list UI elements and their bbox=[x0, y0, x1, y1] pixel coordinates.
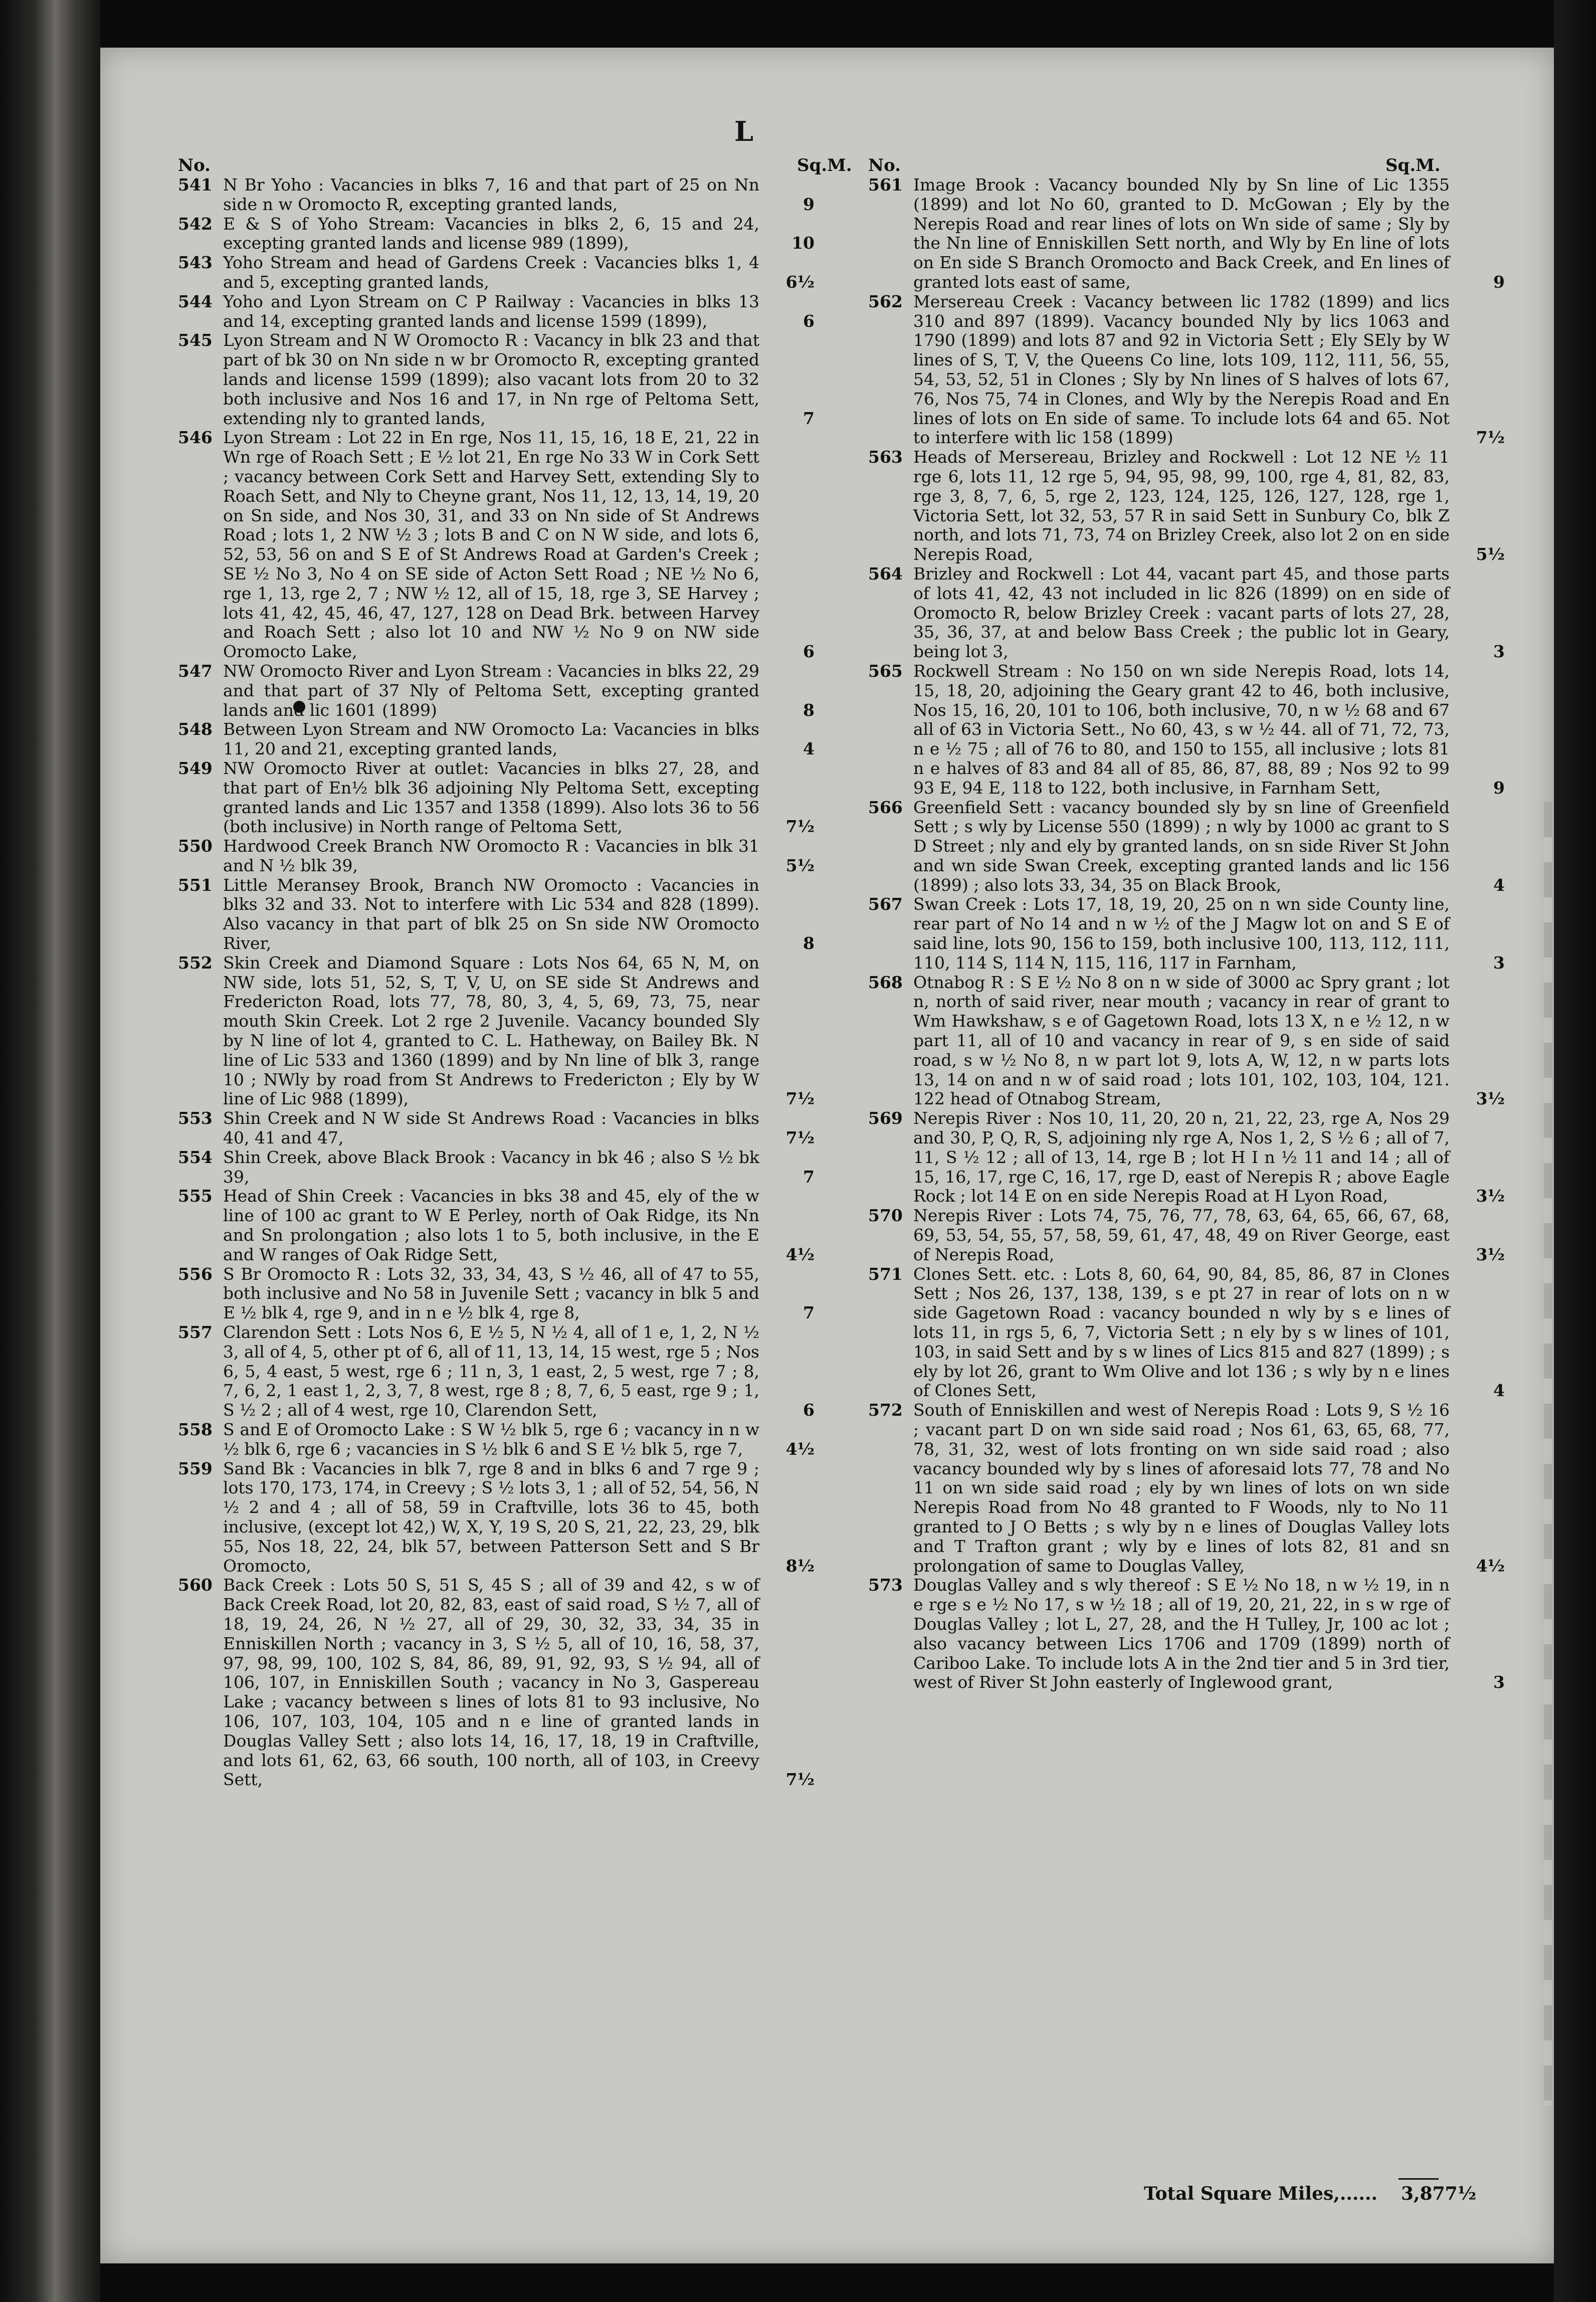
entry-number: 567 bbox=[868, 894, 903, 914]
entry-number: 544 bbox=[178, 291, 213, 311]
list-item bbox=[178, 215, 830, 254]
entry-description: Shin Creek, above Black Brook : Vacancy in bk 46 ; also S ½ bk 39, bbox=[223, 1147, 759, 1187]
entry-square-miles: 8½ bbox=[785, 1556, 815, 1576]
entry-number: 547 bbox=[178, 661, 213, 681]
entry-number: 561 bbox=[868, 175, 903, 195]
entry-square-miles: 3½ bbox=[1476, 1186, 1505, 1206]
list-item bbox=[178, 1187, 830, 1264]
entry-square-miles: 7½ bbox=[785, 817, 815, 837]
entry-description: Between Lyon Stream and NW Oromocto La: Vacancies in blks 11, 20 and 21, excepting granted lands, bbox=[223, 719, 759, 759]
list-item bbox=[868, 1109, 1520, 1206]
list-item bbox=[178, 1109, 830, 1148]
list-item bbox=[178, 331, 830, 428]
list-item bbox=[178, 837, 830, 876]
total-value: 3,877½ bbox=[1401, 2183, 1477, 2204]
entry-number: 569 bbox=[868, 1108, 903, 1128]
entry-description: Brizley and Rockwell : Lot 44, vacant part 45, and those parts of lots 41, 42, 43 not included in lic 826 (1899) on en side of Oromocto R, below Brizley Creek : vacant parts of lots 27, 28, 35, 36, 37, at and below Bass Creek ; the public lot in Geary, being lot 3, bbox=[913, 563, 1450, 662]
entry-description: Greenfield Sett : vacancy bounded sly by sn line of Greenfield Sett ; s wly by License 550 (1899) ; n wly by 1000 ac grant to S D Street ; nly and ely by granted lands, on sn side River St John and wn side Swan Creek, excepting granted lands and lic 156 (1899) ; also lots 33, 34, 35 on Black Brook, bbox=[913, 797, 1450, 895]
entry-description: Image Brook : Vacancy bounded Nly by Sn line of Lic 1355 (1899) and lot No 60, granted to D. McGowan ; Ely by the Nerepis Road and rear lines of lots on Wn side of same ; Sly by the Nn line of Enniskillen Sett north, and Wly by En line of lots on En side S Branch Oromocto and Back Creek, and En lines of granted lots east of same, bbox=[913, 175, 1450, 292]
entry-description: N Br Yoho : Vacancies in blks 7, 16 and that part of 25 on Nn side n w Oromocto R, excepting granted lands, bbox=[223, 175, 759, 214]
entry-description: Clones Sett. etc. : Lots 8, 60, 64, 90, 84, 85, 86, 87 in Clones Sett ; Nos 26, 137, 138, 139, s e pt 27 in rear of lots on n w side Gagetown Road : vacancy bounded n wly by s e lines of lots 11, in rgs 5, 6, 7, Victoria Sett ; n ely by s w lines of 101, 103, in said Sett and by s w lines of Lics 815 and 827 (1899) ; s ely by lot 26, grant to Wm Olive and lot 136 ; s wly by n e lines of Clones Sett, bbox=[913, 1264, 1450, 1401]
entry-square-miles: 7½ bbox=[785, 1128, 815, 1148]
list-item bbox=[178, 1576, 830, 1790]
entry-number: 551 bbox=[178, 875, 213, 895]
entry-number: 552 bbox=[178, 952, 213, 973]
list-item bbox=[178, 759, 830, 837]
page-edge bbox=[1554, 0, 1596, 2302]
entry-number: 562 bbox=[868, 291, 903, 311]
entry-description: Skin Creek and Diamond Square : Lots Nos 64, 65 N, M, on NW side, lots 51, 52, S, T, V, U, on SE side St Andrews and Fredericton Road, lots 77, 78, 80, 3, 4, 5, 69, 73, 75, near mouth Skin Creek. Lot 2 rge 2 Juvenile. Vacancy bounded Sly by N line of lot 4, granted to C. L. Hatheway, on Bailey Bk. N line of Lic 533 and 1360 (1899) and by Nn line of blk 3, range 10 ; NWly by road from St Andrews to Fredericton ; Ely by W line of Lic 988 (1899), bbox=[223, 952, 759, 1109]
entry-number: 559 bbox=[178, 1458, 213, 1478]
entry-square-miles: 3 bbox=[1493, 952, 1505, 973]
entry-square-miles: 10 bbox=[791, 233, 815, 253]
entry-number: 563 bbox=[868, 447, 903, 467]
entry-description: Shin Creek and N W side St Andrews Road : Vacancies in blks 40, 41 and 47, bbox=[223, 1108, 759, 1148]
entry-number: 548 bbox=[178, 719, 213, 739]
entry-number: 543 bbox=[178, 253, 213, 273]
entry-description: Yoho Stream and head of Gardens Creek : Vacancies blks 1, 4 and 5, excepting granted lands, bbox=[223, 253, 759, 292]
entry-square-miles: 9 bbox=[1493, 272, 1505, 292]
left-sqm-header: Sq.M. bbox=[797, 155, 852, 175]
entry-description: Clarendon Sett : Lots Nos 6, E ½ 5, N ½ 4, all of 1 e, 1, 2, N ½ 3, all of 4, 5, other pt of 6, all of 11, 13, 14, 15 west, rge 5 ; Nos 6, 5, 4 east, 5 west, rge 6 ; 11 n, 3, 1 east, 2, 5 west, rge 7 ; 8, 7, 6, 2, 1 east 1, 2, 3, 7, 8 west, rge 8 ; 8, 7, 6, 5 east, rge 9 ; 1, S ½ 2 ; all of 4 west, rge 10, Clarendon Sett, bbox=[223, 1322, 759, 1420]
entry-number: 555 bbox=[178, 1186, 213, 1206]
entry-description: Rockwell Stream : No 150 on wn side Nerepis Road, lots 14, 15, 18, 20, adjoining the Geary grant 42 to 46, both inclusive, Nos 15, 16, 20, 101 to 106, both inclusive, 70, n w ½ 68 and 67 all of 63 in Victoria Sett., No 60, 43, s w ½ 44. all of 71, 72, 73, n e ½ 75 ; all of 76 to 80, and 150 to 155, all inclusive ; lots 81 n e halves of 83 and 84 all of 85, 86, 87, 88, 89 ; Nos 92 to 99 93 E, 94 E, 118 to 122, both inclusive, in Farnham Sett, bbox=[913, 661, 1450, 798]
list-item bbox=[178, 662, 830, 720]
entry-description: Lyon Stream : Lot 22 in En rge, Nos 11, 15, 16, 18 E, 21, 22 in Wn rge of Roach Sett ; E ½ lot 21, En rge No 33 W in Cork Sett ; vacancy between Cork Sett and Harvey Sett, extending Sly to Roach Sett, and Nly to Cheyne grant, Nos 11, 12, 13, 14, 19, 20 on Sn side, and Nos 30, 31, and 33 on Nn side of St Andrews Road ; lots 1, 2 NW ½ 3 ; lots B and C on N W side, and lots 6, 52, 53, 56 on and S E of St Andrews Road at Garden's Creek ; SE ½ No 3, No 4 on SE side of Acton Sett Road ; NE ½ No 6, rge 1, 13, rge 2, 7 ; NW ½ 12, all of 15, 18, rge 3, SE Harvey ; lots 41, 42, 45, 46, 47, 127, 128 on Dead Brk. between Harvey and Roach Sett ; also lot 10 and NW ½ No 9 on NW side Oromocto Lake, bbox=[223, 428, 760, 662]
entry-square-miles: 6½ bbox=[785, 272, 815, 292]
entry-number: 557 bbox=[178, 1322, 213, 1342]
entry-square-miles: 4 bbox=[1493, 875, 1505, 895]
entry-number: 571 bbox=[868, 1264, 903, 1284]
list-item bbox=[868, 973, 1520, 1109]
list-item bbox=[868, 895, 1520, 973]
entry-number: 542 bbox=[178, 214, 213, 234]
entry-description: E & S of Yoho Stream: Vacancies in blks 2, 6, 15 and 24, excepting granted lands and license 989 (1899), bbox=[223, 214, 759, 253]
entry-square-miles: 9 bbox=[803, 194, 815, 214]
entry-description: Yoho and Lyon Stream on C P Railway : Vacancies in blks 13 and 14, excepting granted lands and license 1599 (1899), bbox=[223, 291, 759, 331]
entry-number: 554 bbox=[178, 1147, 213, 1167]
entry-number: 573 bbox=[868, 1575, 903, 1595]
entry-square-miles: 4 bbox=[803, 739, 815, 759]
entry-number: 558 bbox=[178, 1420, 213, 1439]
entry-description: Swan Creek : Lots 17, 18, 19, 20, 25 on n wn side County line, rear part of No 14 and n w ½ of the J Magw lot on and S E of said line, lots 90, 156 to 159, both inclusive 100, 113, 112, 111, 110, 114 S, 114 N, 115, 116, 117 in Farnham, bbox=[913, 894, 1450, 973]
list-item bbox=[178, 1323, 830, 1420]
entry-square-miles: 3½ bbox=[1476, 1089, 1505, 1109]
entry-square-miles: 7½ bbox=[785, 1770, 815, 1790]
entry-number: 541 bbox=[178, 175, 213, 195]
entry-square-miles: 6 bbox=[803, 311, 815, 331]
entry-number: 560 bbox=[178, 1575, 213, 1595]
entry-square-miles: 7 bbox=[803, 408, 815, 428]
list-item bbox=[178, 1459, 830, 1576]
entry-description: South of Enniskillen and west of Nerepis Road : Lots 9, S ½ 16 ; vacant part D on wn side said road ; Nos 61, 63, 65, 68, 77, 78, 31, 32, west of lots fronting on wn side said road ; also vacancy bounded wly by s lines of aforesaid lots 77, 78 and No 11 on wn side said road ; ely by wn lines of lots on wn side Nerepis Road from No 48 granted to F Woods, nly to No 11 granted to J O Betts ; s wly by n e lines of Douglas Valley lots and T Trafton grant ; wly by e lines of lots 82, 81 and sn prolongation of same to Douglas Valley, bbox=[913, 1400, 1450, 1576]
list-item bbox=[868, 292, 1520, 448]
entry-square-miles: 6 bbox=[803, 1400, 815, 1420]
entry-number: 545 bbox=[178, 330, 213, 350]
list-item bbox=[178, 175, 830, 215]
entry-description: Nerepis River : Nos 10, 11, 20, 20 n, 21, 22, 23, rge A, Nos 29 and 30, P, Q, R, S, adjoining nly rge A, Nos 1, 2, S ½ 6 ; all of 7, 11, S ½ 12 ; all of 13, 14, rge B ; lot H I n ½ 11 and 14 ; all of 15, 16, 17, rge C, 16, 17, rge D, east of Nerepis R ; above Eagle Rock ; lot 14 E on en side Nerepis Road at H Lyon Road, bbox=[913, 1108, 1450, 1206]
entry-number: 546 bbox=[178, 428, 213, 448]
entry-square-miles: 5½ bbox=[1476, 544, 1505, 564]
list-item bbox=[178, 1148, 830, 1187]
right-column bbox=[868, 175, 1520, 1692]
entry-square-miles: 3 bbox=[1493, 642, 1505, 662]
list-item bbox=[868, 564, 1520, 662]
list-item bbox=[868, 1265, 1520, 1401]
left-no-header: No. bbox=[178, 155, 211, 175]
entry-description: Hardwood Creek Branch NW Oromocto R : Vacancies in blk 31 and N ½ blk 39, bbox=[223, 836, 759, 875]
list-item bbox=[178, 253, 830, 292]
list-item bbox=[178, 953, 830, 1109]
entry-square-miles: 4½ bbox=[1476, 1556, 1505, 1576]
entry-description: NW Oromocto River and Lyon Stream : Vacancies in blks 22, 29 and that part of 37 Nly of Peltoma Sett, excepting granted lands and lic 1601 (1899) bbox=[223, 661, 759, 720]
entry-description: Nerepis River : Lots 74, 75, 76, 77, 78, 63, 64, 65, 66, 67, 68, 69, 53, 54, 55, 57, 58, 59, 61, 47, 48, 49 on River George, east of Nerepis Road, bbox=[913, 1206, 1450, 1264]
entry-number: 565 bbox=[868, 661, 903, 681]
entry-description: S Br Oromocto R : Lots 32, 33, 34, 43, S ½ 46, all of 47 to 55, both inclusive and No 58 in Juvenile Sett ; vacancy in blk 5 and E ½ blk 4, rge 9, and in n e ½ blk 4, rge 8, bbox=[223, 1264, 759, 1323]
entry-description: Head of Shin Creek : Vacancies in bks 38 and 45, ely of the w line of 100 ac grant to W E Perley, north of Oak Ridge, its Nn and Sn prolongation ; also lots 1 to 5, both inclusive, in the E and W ranges of Oak Ridge Sett, bbox=[223, 1186, 759, 1264]
list-item bbox=[868, 1576, 1520, 1692]
page-margin-marks bbox=[1544, 802, 1552, 2105]
entry-description: Back Creek : Lots 50 S, 51 S, 45 S ; all of 39 and 42, s w of Back Creek Road, lot 20, 82, 83, east of said road, S ½ 7, all of 18, 19, 24, 26, N ½ 27, all of 29, 30, 32, 33, 34, 35 in Enniskillen North ; vacancy in 3, S ½ 5, all of 10, 16, 58, 37, 97, 98, 99, 100, 102 S, 84, 86, 89, 91, 92, 93, S ½ 94, all of 106, 107, in Enniskillen South ; vacancy in No 3, Gaspereau Lake ; vacancy between s lines of lots 81 to 93 inclusive, No 106, 107, 103, 104, 105 and n e line of granted lands in Douglas Valley Sett ; also lots 14, 16, 17, 18, 19 in Craftville, and lots 61, 62, 63, 66 south, 100 north, all of 103, in Creevy Sett, bbox=[223, 1575, 759, 1790]
entry-number: 572 bbox=[868, 1400, 903, 1420]
entry-square-miles: 3½ bbox=[1476, 1244, 1505, 1264]
entry-description: Otnabog R : S E ½ No 8 on n w side of 3000 ac Spry grant ; lot n, north of said river, near mouth ; vacancy in rear of grant to Wm Hawkshaw, s e of Gagetown Road, lots 13 X, n e ½ 12, n w part 11, all of 10 and vacancy in rear of 9, s en side of said road, s w ½ No 8, n w part lot 9, lots A, W, 12, n w parts lots 13, 14 on and n w of said road ; lots 101, 102, 103, 104, 121. 122 head of Otnabog Stream, bbox=[913, 972, 1450, 1109]
list-item bbox=[868, 175, 1520, 292]
list-item bbox=[868, 1206, 1520, 1264]
list-item bbox=[178, 428, 830, 662]
entry-square-miles: 8 bbox=[803, 700, 815, 720]
entry-number: 553 bbox=[178, 1108, 213, 1128]
list-item bbox=[178, 720, 830, 759]
entry-square-miles: 9 bbox=[1493, 778, 1505, 798]
total-label: Total Square Miles,...... bbox=[1144, 2183, 1378, 2204]
total-rule bbox=[1399, 2178, 1439, 2180]
entry-square-miles: 4 bbox=[1493, 1381, 1505, 1401]
entry-description: NW Oromocto River at outlet: Vacancies in blks 27, 28, and that part of En½ blk 36 adjoining Nly Peltoma Sett, excepting granted lands and Lic 1357 and 1358 (1899). Also lots 36 to 56 (both inclusive) in North range of Peltoma Sett, bbox=[223, 758, 759, 837]
right-no-header: No. bbox=[868, 155, 901, 175]
right-sqm-header: Sq.M. bbox=[1385, 155, 1441, 175]
list-item bbox=[868, 1401, 1520, 1576]
entry-description: S and E of Oromocto Lake : S W ½ blk 5, rge 6 ; vacancy in n w ½ blk 6, rge 6 ; vacancies in S ½ blk 6 and S E ½ blk 5, rge 7, bbox=[223, 1420, 759, 1459]
entry-description: Little Meransey Brook, Branch NW Oromocto : Vacancies in blks 32 and 33. Not to interfere with Lic 534 and 828 (1899). Also vacancy in that part of blk 25 on Sn side NW Oromocto River, bbox=[223, 875, 759, 953]
list-item bbox=[178, 1420, 830, 1459]
entry-square-miles: 7½ bbox=[1476, 428, 1505, 448]
list-item bbox=[868, 662, 1520, 798]
entry-square-miles: 4½ bbox=[785, 1439, 815, 1459]
list-item bbox=[178, 1265, 830, 1323]
entry-square-miles: 7 bbox=[803, 1167, 815, 1187]
entry-number: 564 bbox=[868, 563, 903, 584]
entry-number: 550 bbox=[178, 836, 213, 856]
section-letter: L bbox=[734, 115, 753, 147]
entry-square-miles: 7½ bbox=[785, 1089, 815, 1109]
entry-number: 566 bbox=[868, 797, 903, 817]
entry-number: 568 bbox=[868, 972, 903, 992]
entry-square-miles: 8 bbox=[803, 933, 815, 953]
entry-description: Mersereau Creek : Vacancy between lic 1782 (1899) and lics 310 and 897 (1899). Vacancy bounded Nly by lics 1063 and 1790 (1899) and lots 87 and 92 in Victoria Sett ; Ely SEly by W lines of S, T, V, the Queens Co line, lots 109, 112, 111, 56, 55, 54, 53, 52, 51 in Clones ; Sly by Nn lines of S halves of lots 67, 76, Nos 75, 74 in Clones, and Wly by the Nerepis Road and En lines of lots on En side of same. To include lots 64 and 65. Not to interfere with lic 158 (1899) bbox=[913, 291, 1450, 448]
entry-description: Lyon Stream and N W Oromocto R : Vacancy in blk 23 and that part of bk 30 on Nn side n w br Oromocto R, excepting granted lands and license 1599 (1899); also vacant lots from 20 to 32 both inclusive and Nos 16 and 17, in Nn rge of Peltoma Sett, extending nly to granted lands, bbox=[223, 330, 759, 428]
entry-square-miles: 3 bbox=[1493, 1672, 1505, 1692]
entry-square-miles: 5½ bbox=[785, 855, 815, 875]
entry-description: Heads of Mersereau, Brizley and Rockwell : Lot 12 NE ½ 11 rge 6, lots 11, 12 rge 5, 94, 95, 98, 99, 100, rge 4, 81, 82, 83, rge 3, 8, 7, 6, 5, rge 2, 123, 124, 125, 126, 127, 128, rge 1, Victoria Sett, lot 32, 53, 57 R in said Sett in Sunbury Co, blk Z north, and lots 71, 73, 74 on Brizley Creek, also lot 2 on en side Nerepis Road, bbox=[913, 447, 1450, 564]
entry-description: Douglas Valley and s wly thereof : S E ½ No 18, n w ½ 19, in n e rge s e ½ No 17, s w ½ 18 ; all of 19, 20, 21, 22, in s w rge of Douglas Valley ; lot L, 27, 28, and the H Tulley, Jr, 100 ac lot ; also vacancy between Lics 1706 and 1709 (1899) north of Cariboo Lake. To include lots A in the 2nd tier and 5 in 3rd tier, west of River St John easterly of Inglewood grant, bbox=[913, 1575, 1450, 1692]
entry-square-miles: 6 bbox=[803, 642, 815, 662]
entry-number: 556 bbox=[178, 1264, 213, 1284]
list-item bbox=[178, 292, 830, 331]
list-item bbox=[868, 448, 1520, 564]
list-item bbox=[868, 798, 1520, 895]
left-column bbox=[178, 175, 830, 1790]
entry-number: 570 bbox=[868, 1206, 903, 1226]
list-item bbox=[178, 876, 830, 953]
book-binding bbox=[0, 0, 100, 2302]
entry-square-miles: 7 bbox=[803, 1303, 815, 1323]
entry-description: Sand Bk : Vacancies in blk 7, rge 8 and in blks 6 and 7 rge 9 ; lots 170, 173, 174, in Creevy ; S ½ lots 3, 1 ; all of 52, 54, 56, N ½ 2 and 4 ; all of 58, 59 in Craftville, lots 36 to 45, both inclusive, (except lot 42,) W, X, Y, 19 S, 20 S, 21, 22, 23, 29, blk 55, Nos 18, 22, 24, blk 57, between Patterson Sett and S Br Oromocto, bbox=[223, 1458, 759, 1576]
entry-number: 549 bbox=[178, 758, 213, 778]
entry-square-miles: 4½ bbox=[785, 1244, 815, 1264]
